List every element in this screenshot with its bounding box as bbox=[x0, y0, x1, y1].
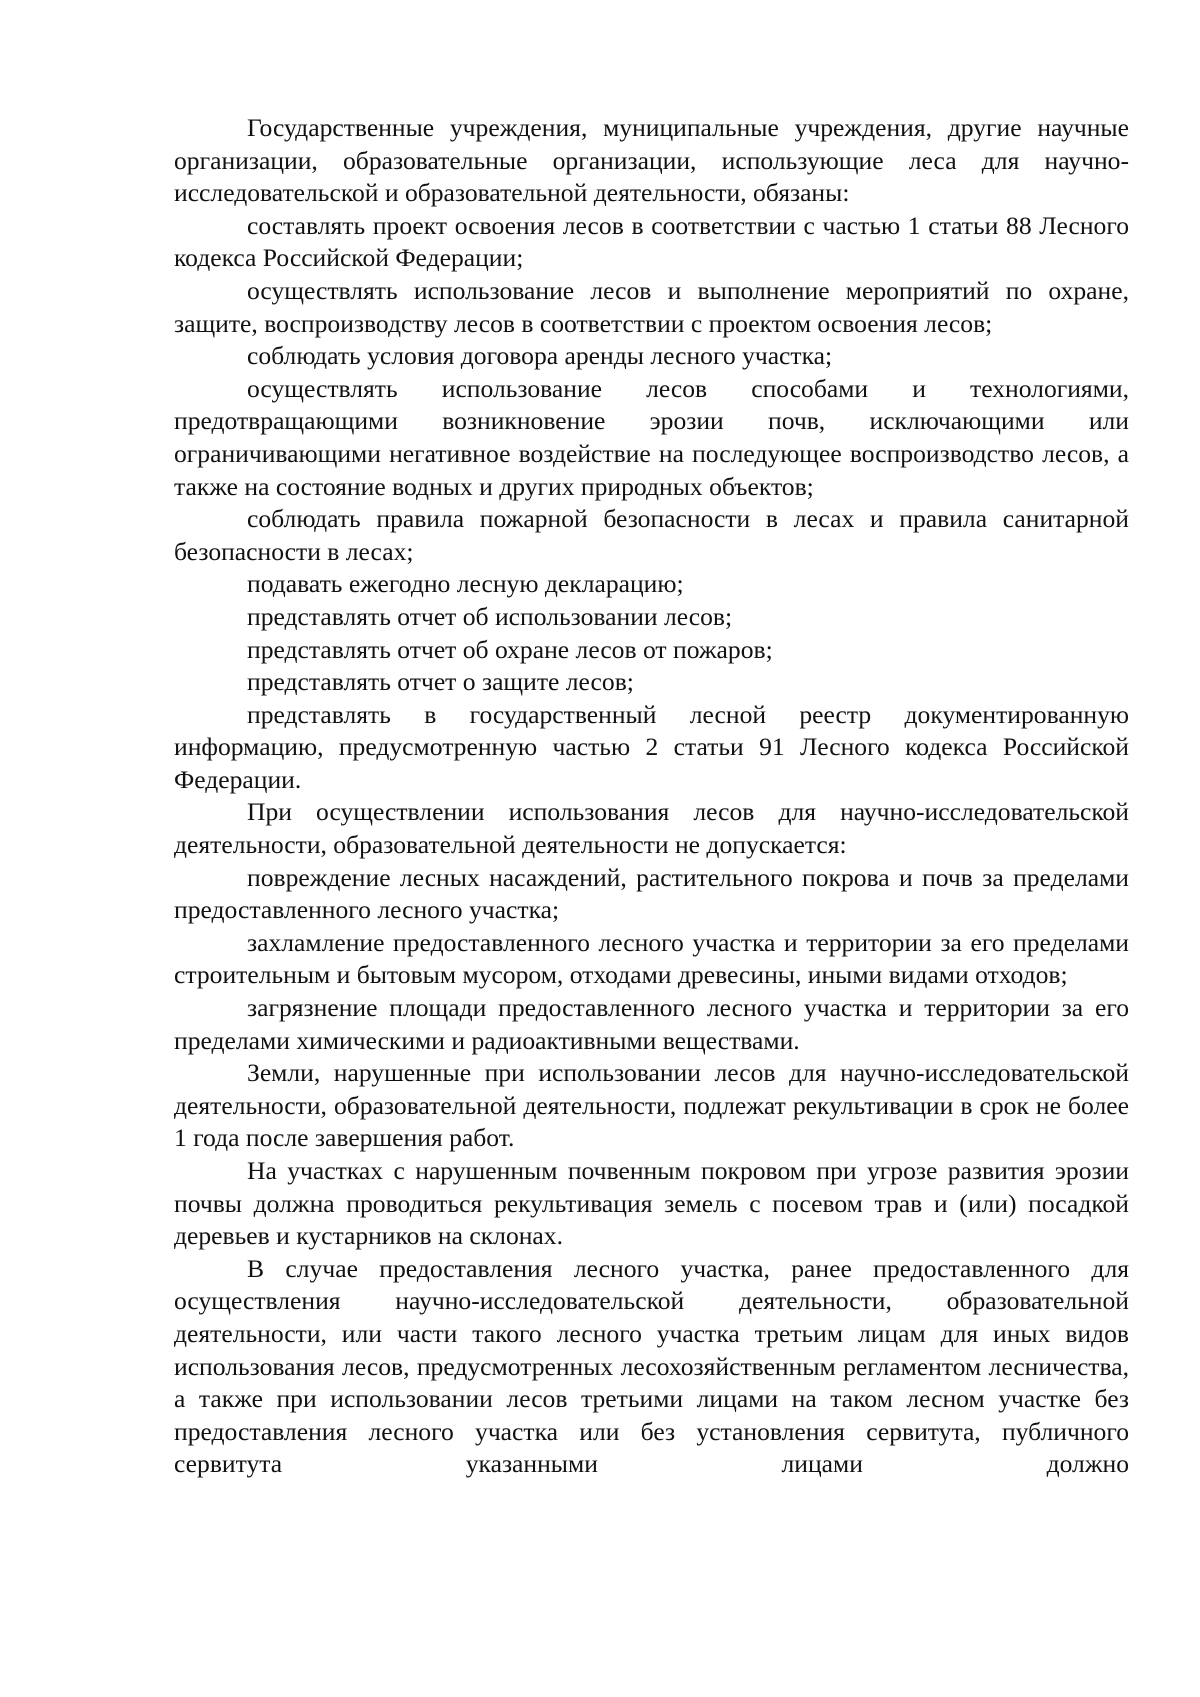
paragraph-prohibition-damage: повреждение лесных насаждений, растительного покрова и почв за пределами предоставленного лесного участка; bbox=[174, 862, 1129, 925]
paragraph-obligation-protection-report: представлять отчет о защите лесов; bbox=[247, 667, 634, 697]
paragraph-obligation-fire-safety: соблюдать правила пожарной безопасности в лесах и правила санитарной безопасности в лесах; bbox=[174, 504, 1129, 566]
paragraph-obligation-lease-terms: соблюдать условия договора аренды лесного участка; bbox=[247, 341, 833, 371]
paragraph-third-parties: В случае предоставления лесного участка, ранее предоставленного для осуществления научно-исследовательской деятельности, образовательной деятельности, или части такого лесного участка третьим лицам для иных видов использования лесов, предусмотренных лесохозяйственным регламентом лесничества, а также при использовании лесов третьими лицами на таком лесном участке без предоставления лесного участка или без установления сервитута, публичного сервитута указанными лицами должно bbox=[174, 1253, 1129, 1479]
paragraph-prohibition-pollution: загрязнение площади предоставленного лесного участка и территории за его пределами химическими и радиоактивными веществами. bbox=[174, 993, 1129, 1055]
paragraph-obligation-declaration: подавать ежегодно лесную декларацию; bbox=[247, 569, 684, 599]
paragraph-obligation-use-and-protection: осуществлять использование лесов и выполнение мероприятий по охране, защите, воспроизводству лесов в соответствии с проектом освоения лесов; bbox=[174, 275, 1129, 338]
paragraph-recultivation-deadline: Земли, нарушенные при использовании лесов для научно-исследовательской деятельности, образовательной деятельности, подлежат рекультивации в срок не более 1 года после завершения работ. bbox=[174, 1058, 1129, 1153]
paragraph-obligation-project: составлять проект освоения лесов в соответствии с частью 1 статьи 88 Лесного кодекса Российской Федерации; bbox=[174, 210, 1129, 273]
paragraph-obligations-intro: Государственные учреждения, муниципальные учреждения, другие научные организации, образовательные организации, использующие леса для научно-исследовательской и образовательной деятельности, обязаны: bbox=[174, 113, 1129, 208]
paragraph-obligation-fire-report: представлять отчет об охране лесов от пожаров; bbox=[247, 634, 773, 664]
paragraph-obligation-registry: представлять в государственный лесной реестр документированную информацию, предусмотренную частью 2 статьи 91 Лесного кодекса Российской Федерации. bbox=[174, 699, 1129, 794]
paragraph-obligation-erosion: осуществлять использование лесов способами и технологиями, предотвращающими возникновение эрозии почв, исключающими или ограничивающими негативное воздействие на последующее воспроизводство лесов, а также на состояние водных и других природных объектов; bbox=[174, 373, 1129, 501]
paragraph-recultivation-erosion: На участках с нарушенным почвенным покровом при угрозе развития эрозии почвы должна проводиться рекультивация земель с посевом трав и (или) посадкой деревьев и кустарников на склонах. bbox=[174, 1156, 1129, 1251]
paragraph-prohibition-littering: захламление предоставленного лесного участка и территории за его пределами строительным и бытовым мусором, отходами древесины, иными видами отходов; bbox=[174, 927, 1129, 990]
paragraph-prohibitions-intro: При осуществлении использования лесов для научно-исследовательской деятельности, образовательной деятельности не допускается: bbox=[174, 797, 1129, 860]
paragraph-obligation-use-report: представлять отчет об использовании лесов; bbox=[247, 601, 733, 631]
document-body bbox=[174, 112, 1129, 1481]
